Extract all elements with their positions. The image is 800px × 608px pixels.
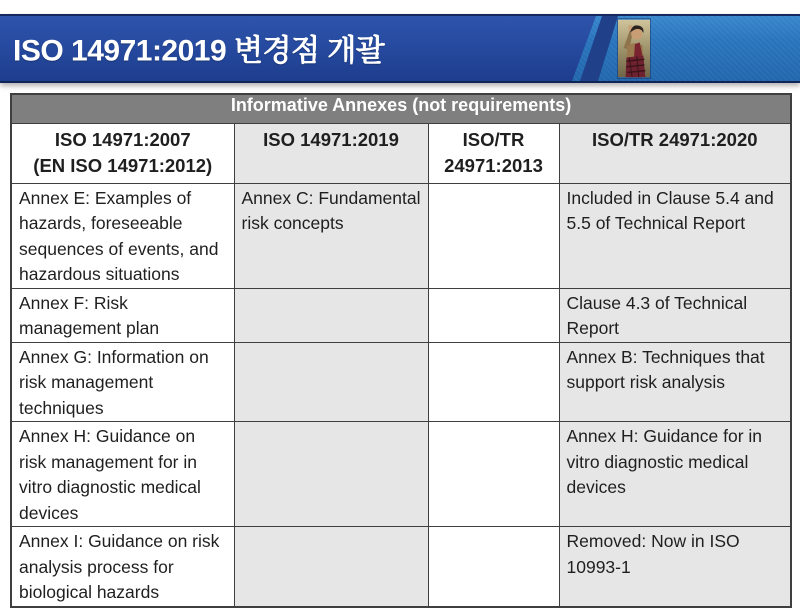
column-header-line: ISO 14971:2007 xyxy=(54,128,191,150)
table-cell: Included in Clause 5.4 and 5.5 of Technical Report xyxy=(559,183,791,288)
title-banner xyxy=(0,14,800,83)
table-cell xyxy=(428,288,559,342)
table-cell: Annex I: Guidance on risk analysis process for biological hazards xyxy=(11,527,234,607)
page-title: ISO 14971:2019 변경점 개괄 xyxy=(13,34,385,68)
column-header-iso2007 xyxy=(11,123,234,183)
column-header-line: (EN ISO 14971:2012) xyxy=(33,154,213,176)
table-cell: Annex H: Guidance on risk management for in vitro diagnostic medical devices xyxy=(11,422,234,527)
column-header-iso2019 xyxy=(234,123,428,183)
table-cell xyxy=(234,527,428,607)
table-cell: Annex F: Risk management plan xyxy=(11,288,234,342)
table-row-annex-i xyxy=(11,527,791,607)
table-caption: Informative Annexes (not requirements) xyxy=(11,94,791,123)
column-header-line: ISO/TR 24971:2020 xyxy=(591,128,758,150)
table-cell: Annex C: Fundamental risk concepts xyxy=(234,183,428,288)
table-cell: Annex H: Guidance for in vitro diagnostic medical devices xyxy=(559,422,791,527)
column-header-isotr2013 xyxy=(428,123,559,183)
table-cell xyxy=(428,422,559,527)
table-cell xyxy=(428,183,559,288)
table-caption-row xyxy=(11,94,791,123)
table-cell: Annex G: Information on risk management techniques xyxy=(11,342,234,422)
table-cell xyxy=(234,288,428,342)
table-container xyxy=(10,93,790,608)
table-cell: Removed: Now in ISO 10993-1 xyxy=(559,527,791,607)
column-header-row xyxy=(11,123,791,183)
table-cell: Annex E: Examples of hazards, foreseeable sequences of events, and hazardous situations xyxy=(11,183,234,288)
portrait-image xyxy=(617,18,651,79)
table-cell: Clause 4.3 of Technical Report xyxy=(559,288,791,342)
table-cell xyxy=(234,342,428,422)
table-row-annex-h xyxy=(11,422,791,527)
table-row-annex-g xyxy=(11,342,791,422)
table-cell: Annex B: Techniques that support risk analysis xyxy=(559,342,791,422)
column-header-isotr2020 xyxy=(559,123,791,183)
column-header-line: 24971:2013 xyxy=(444,154,543,176)
table-row-annex-f xyxy=(11,288,791,342)
table-cell xyxy=(428,342,559,422)
column-header-line: ISO/TR xyxy=(462,128,525,150)
changes-table xyxy=(10,93,792,608)
table-cell xyxy=(234,422,428,527)
table-cell xyxy=(428,527,559,607)
column-header-line: ISO 14971:2019 xyxy=(263,128,399,150)
table-row-annex-e xyxy=(11,183,791,288)
